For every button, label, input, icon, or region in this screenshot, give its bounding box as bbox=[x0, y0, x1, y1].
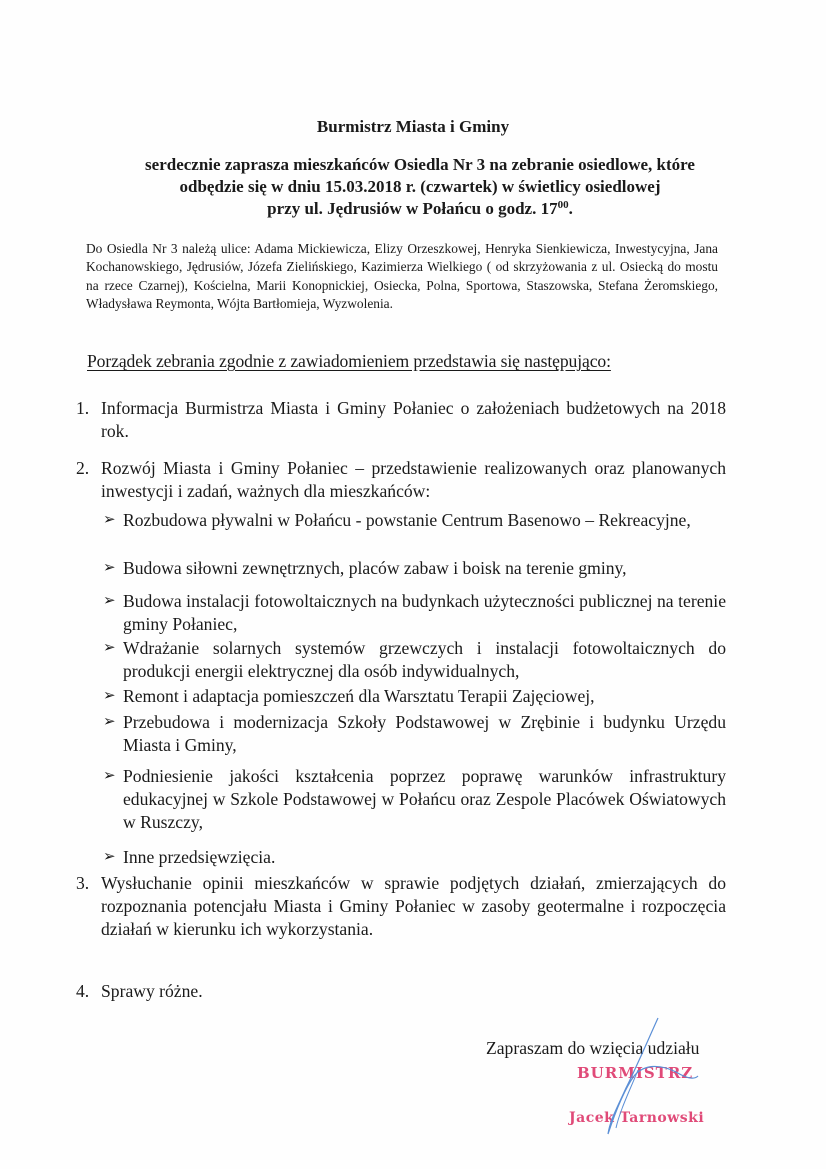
agenda-subitem bbox=[76, 685, 726, 708]
agenda-item-4 bbox=[76, 980, 726, 1003]
agenda-item-1 bbox=[76, 397, 726, 443]
invitation-line-2: odbędzie się w dniu 15.03.2018 r. (czwartek) w świetlicy osiedlowej bbox=[179, 177, 661, 196]
arrow-bullet-icon: ➢ bbox=[103, 768, 116, 784]
agenda-item-number: 4. bbox=[76, 981, 90, 1001]
agenda-heading: Porządek zebrania zgodnie z zawiadomieniem przedstawia się następująco: bbox=[87, 351, 611, 371]
agenda-item-2 bbox=[76, 457, 726, 503]
agenda-subitem bbox=[76, 846, 726, 869]
arrow-bullet-icon: ➢ bbox=[103, 714, 116, 730]
closing-text: Zapraszam do wzięcia udziału bbox=[486, 1038, 700, 1058]
agenda-subitem-text: Rozbudowa pływalni w Połańcu - powstanie Centrum Basenowo – Rekreacyjne, bbox=[123, 510, 691, 530]
stamp-name: Jacek Tarnowski bbox=[569, 1110, 705, 1126]
invitation-line-3-suffix: . bbox=[568, 199, 573, 218]
invitation-text bbox=[100, 154, 740, 220]
agenda-item-text: Sprawy różne. bbox=[101, 981, 203, 1001]
agenda-subitem-text: Budowa siłowni zewnętrznych, placów zabaw i boisk na terenie gminy, bbox=[123, 558, 627, 578]
agenda-subitem bbox=[76, 765, 726, 834]
agenda-item-3 bbox=[76, 872, 726, 941]
agenda-subitem bbox=[76, 509, 726, 532]
agenda-item-text: Wysłuchanie opinii mieszkańców w sprawie podjętych działań, zmierzających do rozpoznania potencjału Miasta i Gminy Połaniec w zasoby geotermalne i rozpoczęcia działań w kierunku ich wykorzystania. bbox=[101, 873, 726, 939]
streets-paragraph: Do Osiedla Nr 3 należą ulice: Adama Mickiewicza, Elizy Orzeszkowej, Henryka Sienkiewicza, Inwestycyjna, Jana Kochanowskiego, Jędrusiów, Józefa Zielińskiego, Kazimierza Wielkiego ( od skrzyżowania z ul. Osiecką do mostu na rzece Czarnej), Kościelna, Marii Konopnickiej, Osiecka, Polna, Sportowa, Staszowska, Stefana Żeromskiego, Władysława Reymonta, Wójta Bartłomieja, Wyzwolenia. bbox=[86, 241, 718, 311]
arrow-bullet-icon: ➢ bbox=[103, 560, 116, 576]
handwritten-signature-icon bbox=[560, 1010, 700, 1140]
agenda-subitem bbox=[76, 590, 726, 636]
agenda-item-text: Informacja Burmistrza Miasta i Gminy Połaniec o założeniach budżetowych na 2018 rok. bbox=[101, 398, 726, 441]
arrow-bullet-icon: ➢ bbox=[103, 640, 116, 656]
stamp-title: BURMISTRZ bbox=[577, 1064, 694, 1082]
arrow-bullet-icon: ➢ bbox=[103, 593, 116, 609]
agenda-subitem bbox=[76, 711, 726, 757]
time-minutes-superscript: 00 bbox=[557, 199, 569, 211]
invitation-line-1: serdecznie zaprasza mieszkańców Osiedla Nr 3 na zebranie osiedlowe, które bbox=[145, 155, 695, 174]
agenda-subitem-text: Przebudowa i modernizacja Szkoły Podstawowej w Zrębinie i budynku Urzędu Miasta i Gminy, bbox=[123, 712, 726, 755]
agenda-subitem bbox=[76, 557, 726, 580]
agenda-item-number: 1. bbox=[76, 398, 90, 418]
agenda-subitem-text: Podniesienie jakości kształcenia poprzez poprawę warunków infrastruktury edukacyjnej w Szkole Podstawowej w Połańcu oraz Zespole Placówek Oświatowych w Ruszczy, bbox=[123, 766, 726, 832]
document-title: Burmistrz Miasta i Gminy bbox=[316, 117, 510, 136]
agenda-item-text: Rozwój Miasta i Gminy Połaniec – przedstawienie realizowanych oraz planowanych inwestycji i zadań, ważnych dla mieszkańców: bbox=[101, 458, 726, 501]
arrow-bullet-icon: ➢ bbox=[103, 512, 116, 528]
agenda-subitem bbox=[76, 637, 726, 683]
agenda-subitem-text: Budowa instalacji fotowoltaicznych na budynkach użyteczności publicznej na terenie gminy Połaniec, bbox=[123, 591, 726, 634]
agenda-subitem-text: Wdrażanie solarnych systemów grzewczych i instalacji fotowoltaicznych do produkcji energii elektrycznej dla osób indywidualnych, bbox=[123, 638, 726, 681]
agenda-item-number: 3. bbox=[76, 873, 90, 893]
arrow-bullet-icon: ➢ bbox=[103, 849, 116, 865]
invitation-line-3-text: przy ul. Jędrusiów w Połańcu o godz. 17 bbox=[267, 199, 558, 218]
invitation-line-3 bbox=[100, 198, 740, 220]
agenda-subitem-text: Remont i adaptacja pomieszczeń dla Warsztatu Terapii Zajęciowej, bbox=[123, 686, 595, 706]
arrow-bullet-icon: ➢ bbox=[103, 688, 116, 704]
agenda-subitem-text: Inne przedsięwzięcia. bbox=[123, 847, 276, 867]
agenda-item-number: 2. bbox=[76, 458, 90, 478]
